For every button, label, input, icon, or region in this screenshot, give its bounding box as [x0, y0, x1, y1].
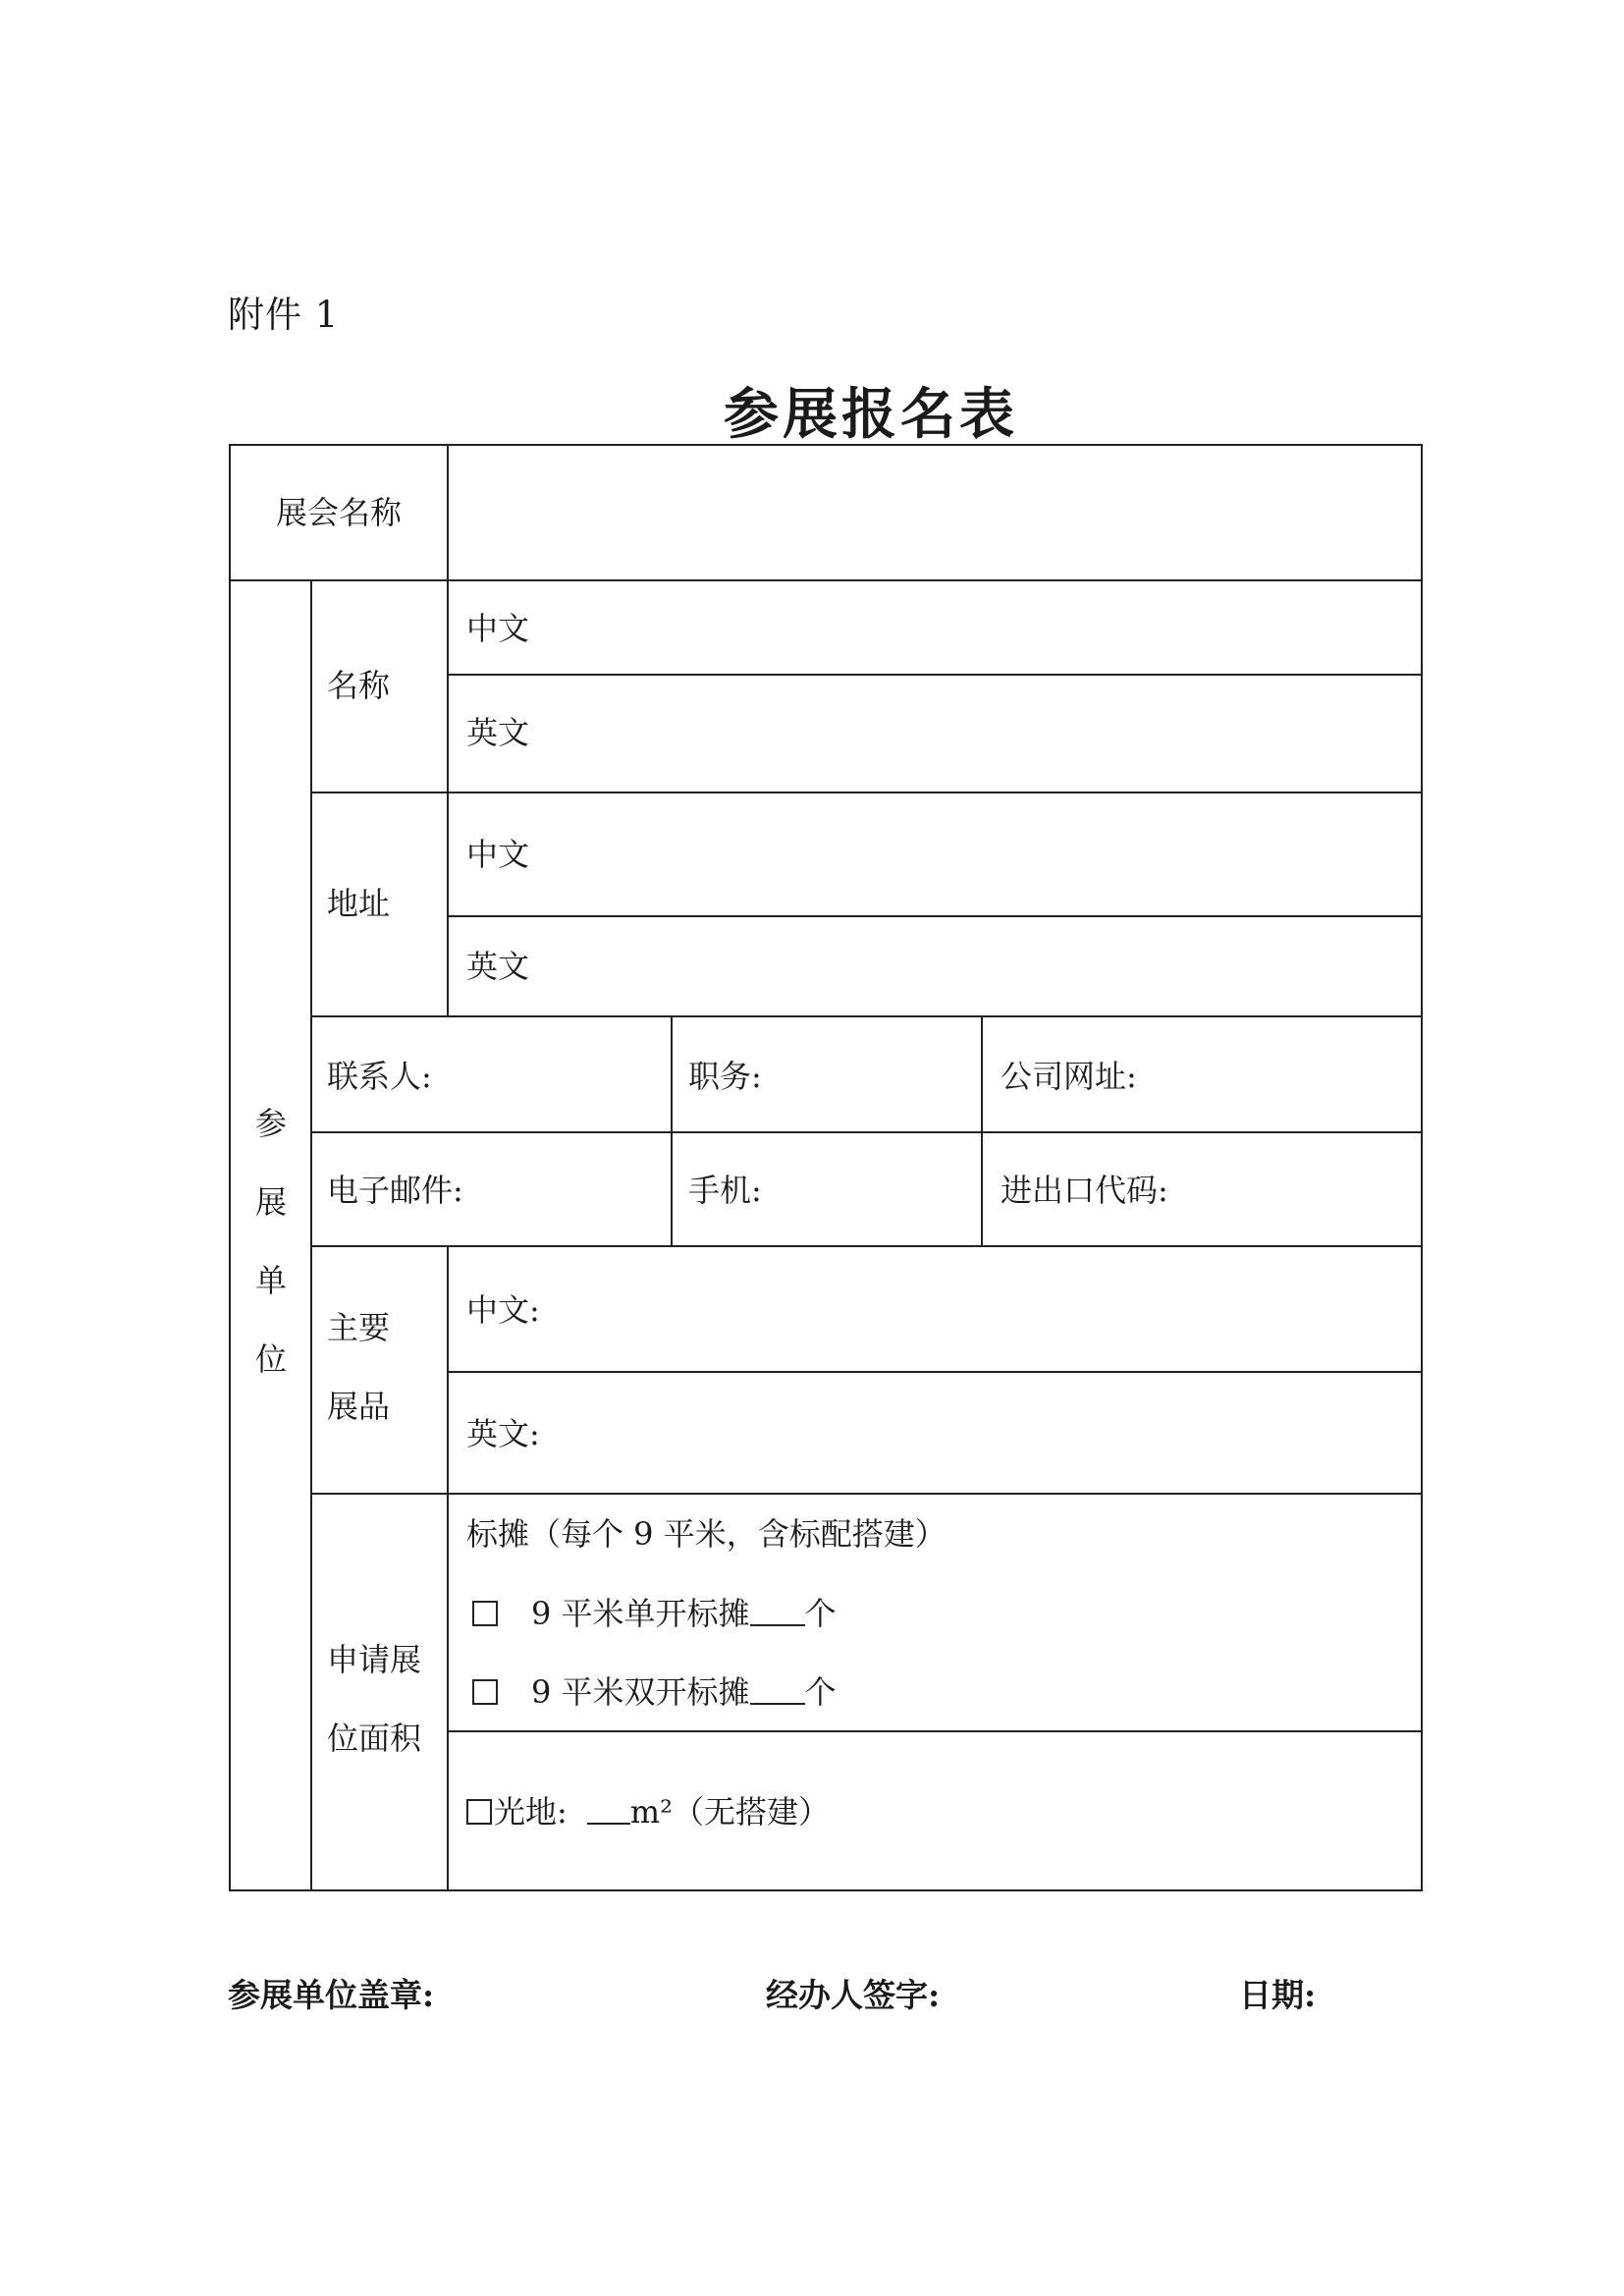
attachment-label: 附件 1 [228, 294, 340, 336]
company-name-label: 名称 [327, 667, 391, 704]
address-en-field[interactable]: 英文 [466, 948, 530, 985]
col-divider [447, 579, 449, 1015]
registration-form-table [229, 444, 1423, 1891]
col-divider [981, 1015, 983, 1245]
standard-booth-heading: 标摊（每个 9 平米，含标配搭建） [466, 1515, 947, 1553]
row-divider [312, 1245, 1421, 1247]
company-name-cn-field[interactable]: 中文 [466, 610, 530, 647]
double-open-option[interactable]: 9 平米双开标摊 个 [472, 1675, 837, 1708]
signature-label: 经办人签字: [766, 1976, 941, 2014]
raw-space-option[interactable]: 光地: m²（无搭建） [466, 1795, 830, 1828]
address-label: 地址 [327, 885, 391, 922]
booth-label-line2: 位面积 [327, 1720, 422, 1757]
products-en-field[interactable]: 英文: [466, 1415, 540, 1452]
row-divider [449, 674, 1421, 676]
row-divider [449, 1371, 1421, 1373]
row-divider [449, 915, 1421, 917]
row-divider [312, 792, 1421, 793]
row-divider [312, 1493, 1421, 1495]
double-open-count-blank[interactable] [750, 1675, 805, 1705]
row-divider [312, 1015, 1421, 1017]
seal-label: 参展单位盖章: [228, 1976, 435, 2014]
date-label: 日期: [1239, 1976, 1317, 2014]
booth-label-line1: 申请展 [327, 1641, 422, 1678]
exhibition-name-label: 展会名称 [276, 494, 403, 531]
single-open-checkbox[interactable] [472, 1601, 498, 1626]
row-divider [449, 1730, 1421, 1732]
double-open-checkbox[interactable] [472, 1679, 498, 1705]
exhibitor-label: 参 展 单 位 [254, 1105, 287, 1378]
raw-space-checkbox[interactable] [466, 1799, 492, 1825]
mobile-field[interactable]: 手机: [688, 1172, 762, 1209]
col-divider [447, 446, 449, 579]
website-field[interactable]: 公司网址: [1001, 1058, 1137, 1095]
row-divider [312, 1131, 1421, 1133]
position-field[interactable]: 职务: [688, 1058, 762, 1095]
contact-person-field[interactable]: 联系人: [327, 1058, 432, 1095]
form-title: 参展报名表 [724, 382, 1018, 447]
products-label-line2: 展品 [327, 1388, 391, 1425]
col-divider [671, 1015, 673, 1245]
email-field[interactable]: 电子邮件: [327, 1172, 463, 1209]
exhibition-name-field[interactable] [451, 446, 1421, 579]
single-open-count-blank[interactable] [750, 1597, 805, 1626]
col-divider [310, 579, 312, 1889]
products-cn-field[interactable]: 中文: [466, 1291, 540, 1329]
single-open-option[interactable]: 9 平米单开标摊 个 [472, 1597, 837, 1629]
company-name-en-field[interactable]: 英文 [466, 714, 530, 751]
ie-code-field[interactable]: 进出口代码: [1001, 1172, 1168, 1209]
address-cn-field[interactable]: 中文 [466, 836, 530, 873]
products-label-line1: 主要 [327, 1309, 391, 1346]
row-divider [231, 579, 1421, 581]
raw-space-area-blank[interactable] [587, 1795, 630, 1825]
col-divider [447, 1245, 449, 1889]
